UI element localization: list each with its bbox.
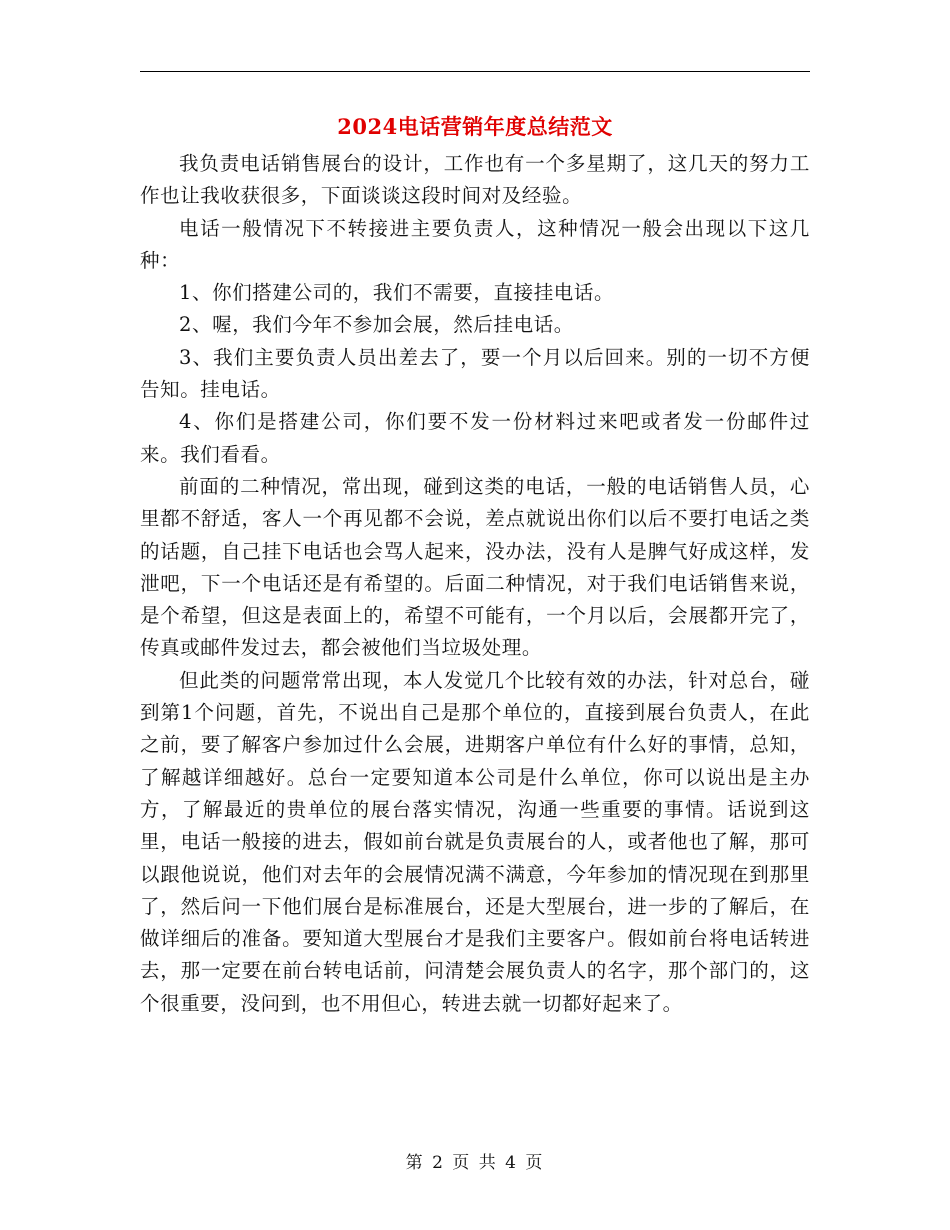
paragraph: 我负责电话销售展台的设计，工作也有一个多星期了，这几天的努力工作也让我收获很多，下面谈谈这段时间对及经验。 <box>140 152 810 208</box>
list-item: 1、你们搭建公司的，我们不需要，直接挂电话。 <box>179 281 615 305</box>
paragraph: 前面的二种情况，常出现，碰到这类的电话，一般的电话销售人员，心里都不舒适，客人一个再见都不会说，差点就说出你们以后不要打电话之类的话题，自己挂下电话也会骂人起来，没办法，没有人是脾气好成这样，发泄吧，下一个电话还是有希望的。后面二种情况，对于我们电话销售来说，是个希望，但这是表面上的，希望不可能有，一个月以后，会展都开完了，传真或邮件发过去，都会被他们当垃圾处理。 <box>140 474 810 660</box>
list-item: 3、我们主要负责人员出差去了，要一个月以后回来。别的一切不方便告知。挂电话。 <box>140 345 810 402</box>
list-item: 2、喔，我们今年不参加会展，然后挂电话。 <box>179 313 574 337</box>
list-item: 4、你们是搭建公司，你们要不发一份材料过来吧或者发一份邮件过来。我们看看。 <box>140 410 810 466</box>
paragraph: 电话一般情况下不转接进主要负责人，这种情况一般会出现以下这几种： <box>140 216 810 272</box>
paragraph: 但此类的问题常常出现，本人发觉几个比较有效的办法，针对总台，碰到第1个问题，首先，不说出自己是那个单位的，直接到展台负责人，在此之前，要了解客户参加过什么会展，进期客户单位有什么好的事情，总知，了解越详细越好。总台一定要知道本公司是什么单位，你可以说出是主办方，了解最近的贵单位的展台落实情况，沟通一些重要的事情。话说到这里，电话一般接的进去，假如前台就是负责展台的人，或者他也了解，那可以跟他说说，他们对去年的会展情况满不满意，今年参加的情况现在到那里了，然后问一下他们展台是标准展台，还是大型展台，进一步的了解后，在做详细后的准备。要知道大型展台才是我们主要客户。假如前台将电话转进去，那一定要在前台转电话前，问清楚会展负责人的名字，那个部门的，这个很重要，没问到，也不用但心，转进去就一切都好起来了。 <box>140 668 810 1015</box>
document-title: 2024电话营销年度总结范文 <box>337 114 613 139</box>
page-number-footer: 第 2 页 共 4 页 <box>405 1153 545 1173</box>
header-rule <box>140 71 810 72</box>
document-body <box>140 148 810 1020</box>
